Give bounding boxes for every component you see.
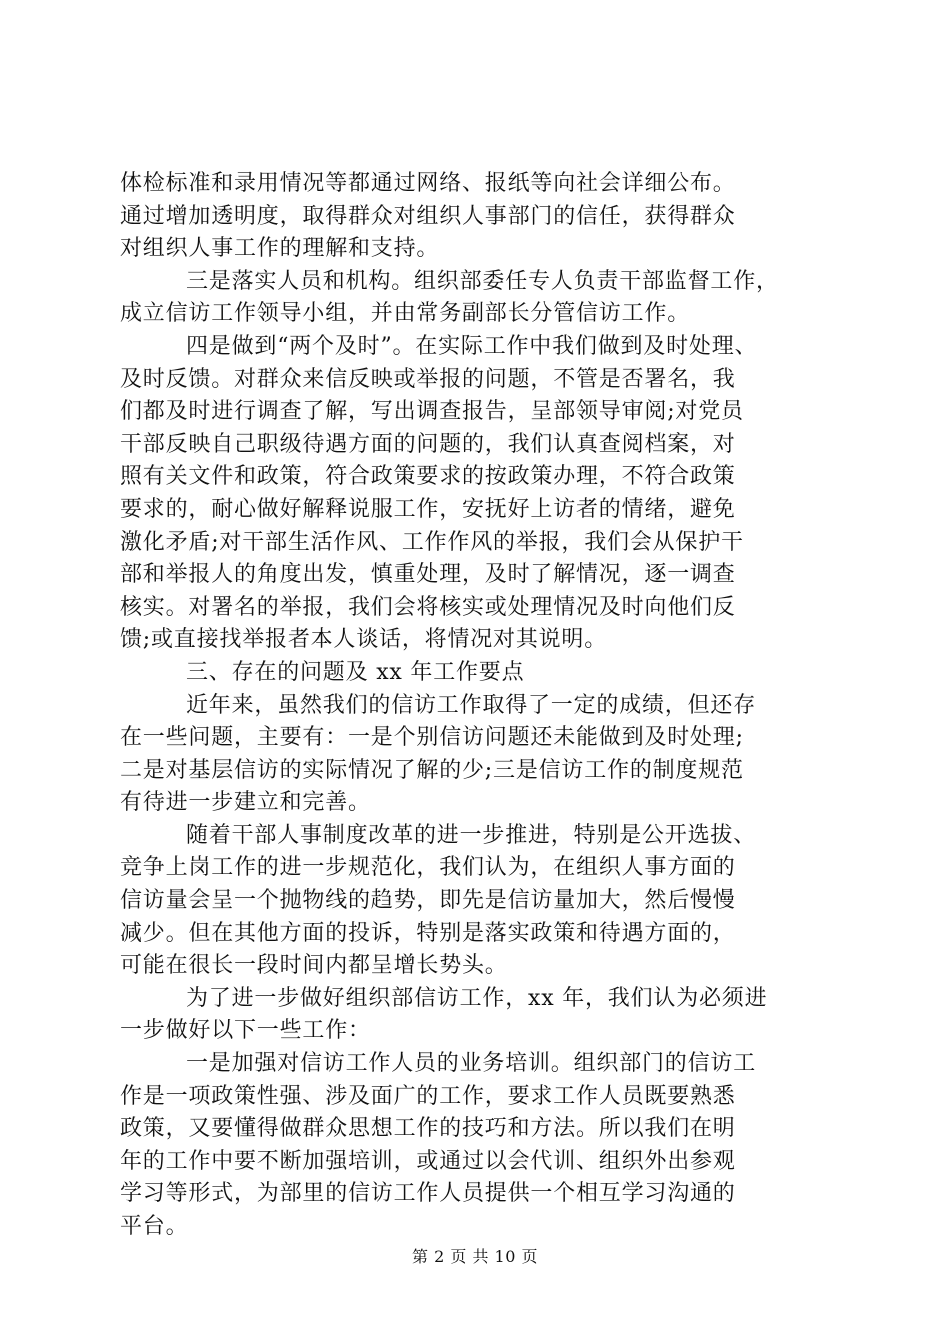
document-body xyxy=(120,168,832,1244)
text-line: 随着干部人事制度改革的进一步推进，特别是公开选拔、 xyxy=(186,822,757,848)
text-line: 有待进一步建立和完善。 xyxy=(120,790,371,816)
text-line: 部和举报人的角度出发，慎重处理，及时了解情况，逐一调查 xyxy=(120,562,736,588)
text-line: 四是做到“两个及时”。在实际工作中我们做到及时处理、 xyxy=(186,333,758,359)
text-line: 在一些问题，主要有：一是个别信访问题还未能做到及时处理; xyxy=(120,725,744,751)
text-line: 三、存在的问题及 xx 年工作要点 xyxy=(186,659,525,685)
text-line: 成立信访工作领导小组，并由常务副部长分管信访工作。 xyxy=(120,301,691,327)
text-line: 一步做好以下一些工作： xyxy=(120,1018,371,1044)
text-line: 一是加强对信访工作人员的业务培训。组织部门的信访工 xyxy=(186,1051,757,1077)
text-line: 们都及时进行调查了解，写出调查报告，呈部领导审阅;对党员 xyxy=(120,399,744,425)
text-line: 二是对基层信访的实际情况了解的少;三是信访工作的制度规范 xyxy=(120,757,744,783)
text-line: 减少。但在其他方面的投诉，特别是落实政策和待遇方面的， xyxy=(120,920,736,946)
text-line: 对组织人事工作的理解和支持。 xyxy=(120,236,440,262)
text-line: 通过增加透明度，取得群众对组织人事部门的信任，获得群众 xyxy=(120,203,736,229)
text-line: 竞争上岗工作的进一步规范化，我们认为，在组织人事方面的 xyxy=(120,855,736,881)
text-line: 核实。对署名的举报，我们会将核实或处理情况及时向他们反 xyxy=(120,594,736,620)
text-line: 为了进一步做好组织部信访工作，xx 年，我们认为必须进 xyxy=(186,985,768,1011)
text-line: 激化矛盾;对干部生活作风、工作作风的举报，我们会从保护干 xyxy=(120,529,744,555)
text-line: 体检标准和录用情况等都通过网络、报纸等向社会详细公布。 xyxy=(120,171,736,196)
text-line: 近年来，虽然我们的信访工作取得了一定的成绩，但还存 xyxy=(186,692,757,718)
text-line: 可能在很长一段时间内都呈增长势头。 xyxy=(120,953,508,979)
text-line: 馈;或直接找举报者本人谈话，将情况对其说明。 xyxy=(120,627,608,653)
text-line: 年的工作中要不断加强培训，或通过以会代训、组织外出参观 xyxy=(120,1148,736,1174)
page-footer: 第 2 页 共 10 页 xyxy=(412,1247,538,1266)
text-line: 三是落实人员和机构。组织部委任专人负责干部监督工作， xyxy=(186,268,779,294)
text-line: 信访量会呈一个抛物线的趋势，即先是信访量加大，然后慢慢 xyxy=(120,888,736,914)
text-line: 平台。 xyxy=(120,1214,189,1239)
text-line: 政策，又要懂得做群众思想工作的技巧和方法。所以我们在明 xyxy=(120,1116,736,1142)
text-line: 作是一项政策性强、涉及面广的工作，要求工作人员既要熟悉 xyxy=(120,1083,736,1109)
text-line: 照有关文件和政策，符合政策要求的按政策办理，不符合政策 xyxy=(120,464,736,490)
text-line: 要求的，耐心做好解释说服工作，安抚好上访者的情绪，避免 xyxy=(120,496,736,522)
text-line: 干部反映自己职级待遇方面的问题的，我们认真查阅档案，对 xyxy=(120,431,736,457)
text-line: 学习等形式，为部里的信访工作人员提供一个相互学习沟通的 xyxy=(120,1181,736,1207)
text-line: 及时反馈。对群众来信反映或举报的问题，不管是否署名，我 xyxy=(120,366,736,392)
